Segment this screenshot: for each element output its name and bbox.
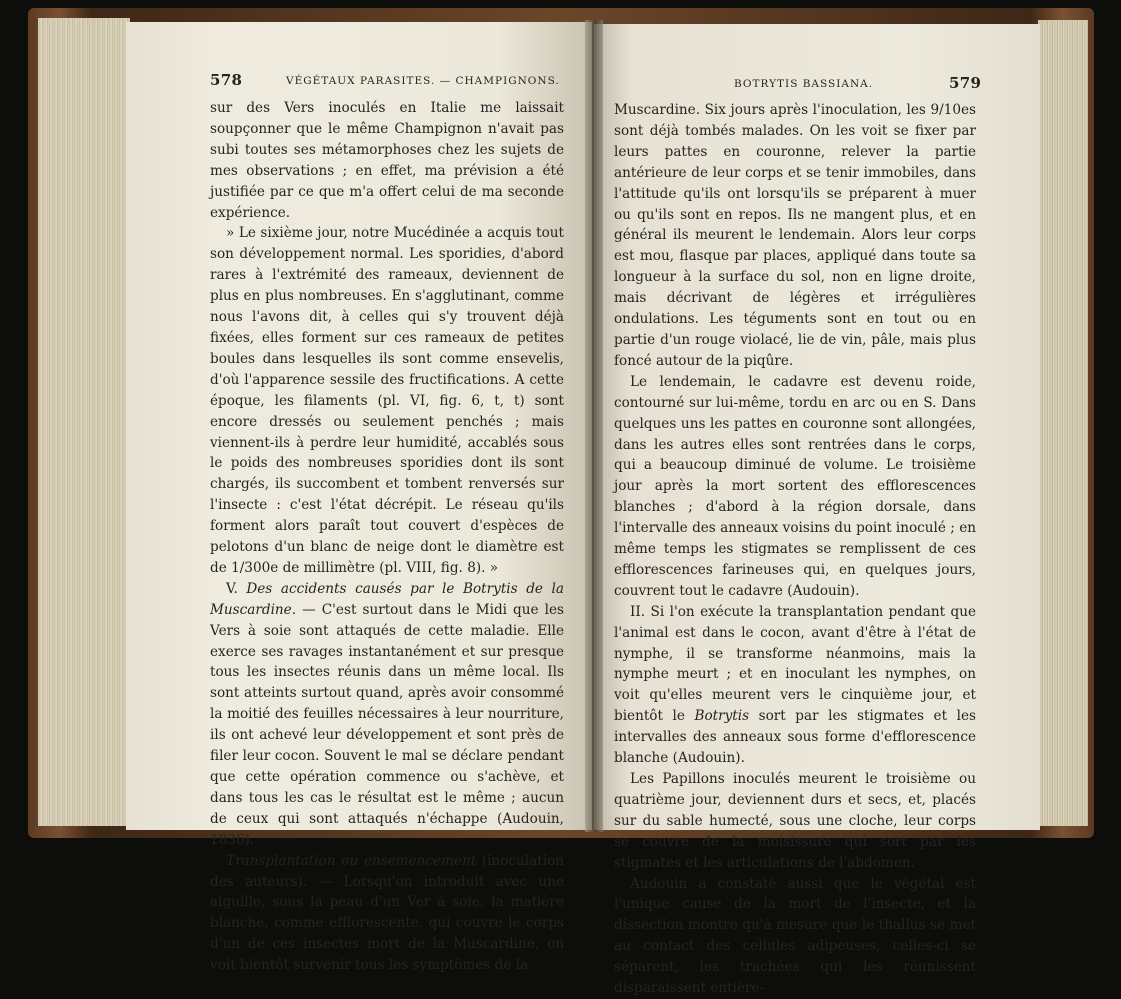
right-running-head: BOTRYTIS BASSIANA. (734, 78, 874, 90)
section-v-body: — C'est surtout dans le Midi que les Vers à soie sont attaqués de cette maladie. Elle exerce ses ravages instantanément et sur presque tous les insectes réunis dans un même local. Ils sont atteints surtout quand, après avoir consommé la moitié des feuilles nécessaires à leur nourriture, ils ont achevé leur développement et sont près de filer leur cocon. Souvent le mal se déclare pendant que cette opération commence ou s'achève, et dans tous les cas le résultat est le même ; aucun de ceux qui sont attaqués n'échappe (Audouin, 1836). (210, 601, 564, 848)
right-page (594, 24, 1040, 997)
page-edges-left (38, 18, 130, 826)
section-v-paragraph (210, 579, 564, 851)
right-paragraph-4: Audouin a constaté aussi que le végétal est l'unique cause de la mort de l'insecte, et la dissection montre qu'à mesure que le thallus se met au contact des cellules adipeuses, celles-ci se séparent, les trachées qui les réunissent disparaissent entière- (614, 875, 976, 997)
section-v-label: V. (226, 580, 238, 597)
right-page-number: 579 (949, 74, 982, 92)
para-ii-botrytis: Botrytis (694, 708, 750, 725)
left-page (126, 22, 592, 974)
book-gutter (585, 20, 603, 832)
right-paragraph-ii (614, 602, 976, 769)
page-edges-right (1038, 20, 1088, 826)
left-page-text (210, 98, 564, 976)
left-paragraph-1: sur des Vers inoculés en Italie me laissait soupçonner que le même Champignon n'avait pas subi toutes ses métamorphoses chez les sujets de mes observations ; en effet, ma prévision a été justifiée par ce que m'a offert celui de ma seconde expérience. (210, 100, 564, 221)
left-paragraph-2: » Le sixième jour, notre Mucédinée a acquis tout son développement normal. Les sporidies, d'abord rares à l'extrémité des rameaux, deviennent de plus en plus nombreuses. En s'agglutinant, comme nous l'avons dit, à celles qui s'y trouvent déjà fixées, elles forment sur ces rameaux de petites boules dans lesquelles ils sont comme ensevelis, d'où l'apparence sessile des fructifications. A cette époque, les filaments (pl. VI, fig. 6, t, t) sont encore dressés ou seulement penchés ; mais viennent-ils à perdre leur humidité, accablés sous le poids des nombreuses sporidies dont ils sont chargés, ils succombent et tombent renversés sur l'insecte : c'est l'état décrépit. Le réseau qu'ils forment alors paraît tout couvert d'espèces de pelotons d'un blanc de neige dont le diamètre est de 1/300e de millimètre (pl. VIII, fig. 8). » (210, 225, 564, 576)
transplantation-body: — Lorsqu'on introduit avec une aiguille, sous la peau d'un Ver à soie, la matière blanche, comme efflorescente, qui couvre le corps d'un de ces insectes mort de la Muscardine, on voit bientôt survenir tous les symptômes de la (210, 873, 564, 974)
para-ii-after: sort par les stigmates et les intervalles des anneaux sous forme d'efflorescence blanche (Audouin). (614, 708, 976, 767)
right-paragraph-2: Le lendemain, le cadavre est devenu roide, contourné sur lui-même, tordu en arc ou en S. Dans quelques uns les pattes en couronne sont allongées, dans les autres elles sont rentrées dans le corps, qui a beaucoup diminué de volume. Le troisième jour après la mort sortent des efflorescences blanches ; d'abord à la région dorsale, dans l'intervalle des anneaux voisins du point inoculé ; en même temps les stigmates se remplissent de ces efflorescences farineuses qui, en quelques jours, couvrent tout le cadavre (Audouin). (614, 373, 976, 599)
right-paragraph-1: Muscardine. Six jours après l'inoculation, les 9/10es sont déjà tombés malades. On les voit se fixer par leurs pattes en couronne, relever la partie antérieure de leur corps et se tenir immobiles, dans l'attitude qu'ils ont lorsqu'ils se préparent à muer ou qu'ils sont en repos. Ils ne mangent plus, et en général ils meurent le lendemain. Alors leur corps est mou, flasque par places, appliqué dans toute sa longueur à la surface du sol, non en ligne droite, mais décrivant de légères et irrégulières ondulations. Les téguments sont en tout ou en partie d'un rouge violacé, lie de vin, pâle, mais plus foncé autour de la piqûre. (614, 102, 976, 369)
transplantation-title: Transplantation ou ensemencement (226, 852, 477, 869)
left-running-head: VÉGÉTAUX PARASITES. — CHAMPIGNONS. (286, 75, 560, 87)
right-paragraph-3: Les Papillons inoculés meurent le troisième ou quatrième jour, deviennent durs et secs, et, placés sur du sable humecté, sous une cloche, leur corps se couvre de la moisissure qui sort par les stigmates et les articulations de l'abdomen. (614, 771, 976, 871)
para-ii-before: II. Si l'on exécute la transplantation pendant que l'animal est dans le cocon, avant d'être à l'état de nymphe, il se transforme néanmoins, mais la nymphe meurt ; et en inoculant les nymphes, on voit qu'elles meurent vers le cinquième jour, et bientôt le (614, 603, 976, 725)
transplantation-paren: (inoculation des auteurs). (210, 852, 565, 890)
section-v-title: Des accidents causés par le Botrytis de la Muscardine. (210, 580, 564, 618)
left-page-number: 578 (210, 71, 243, 89)
transplantation-paragraph (210, 851, 564, 976)
right-page-text (614, 100, 976, 999)
